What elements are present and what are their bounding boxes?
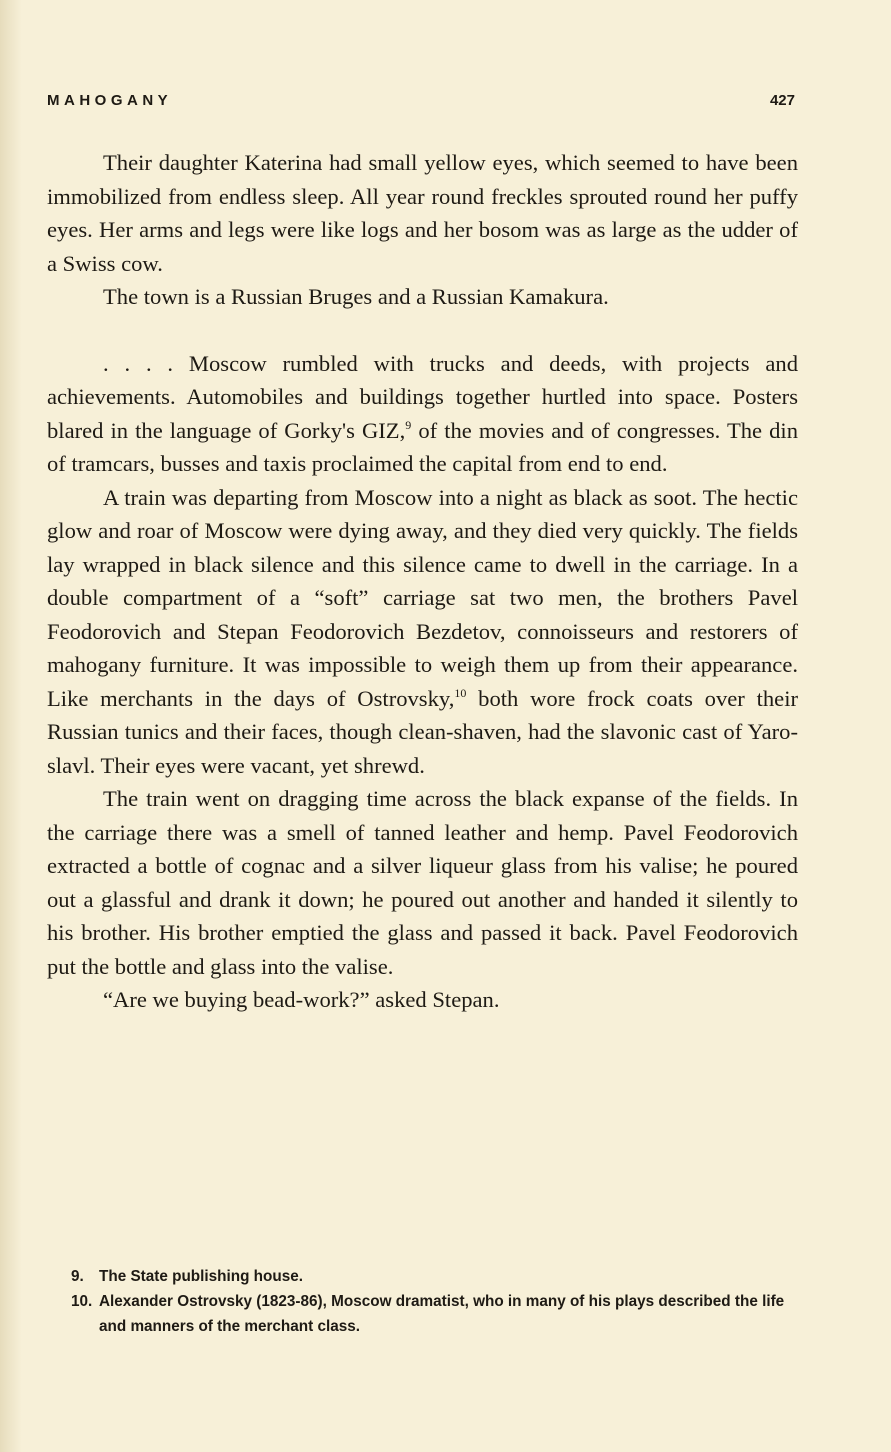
paragraph: The train went on dragging time across the black expanse of the fields. In the carriage there was a smell of tanned leather and hemp. Pavel Feodorovich extracted a bottle of cognac and a silver liqueur glass from his valise; he poured out a glassful and drank it down; he poured out another and handed it silently to his brother. His brother emptied the glass and passed it back. Pavel Feodorovich put the bottle and glass into the valise.	[47, 786, 798, 979]
paragraph-text: both wore frock coats over their Russian tunics and their faces, though clean-shaven, had the slavonic cast of Yaroslavl. Their eyes were vacant, yet shrewd.	[47, 685, 798, 778]
paragraph: “Are we buying bead-work?” asked Stepan.	[103, 987, 500, 1012]
paragraph: Their daughter Katerina had small yellow eyes, which seemed to have been immobilized from endless sleep. All year round freckles sprouted round her puffy eyes. Her arms and legs were like logs and her bosom was as large as the udder of a Swiss cow.	[47, 150, 798, 276]
footnote-ref[interactable]: 10	[454, 685, 467, 700]
footnotes	[47, 1264, 807, 1339]
paragraph	[47, 481, 798, 783]
footnote	[47, 1289, 807, 1339]
running-head: MAHOGANY	[47, 92, 173, 109]
footnote	[47, 1264, 807, 1289]
paragraph-text: A train was departing from Moscow into a night as black as soot. The hectic glow and roar of Moscow were dying away, and they died very quickly. The fields lay wrapped in black silence and this silence came to dwell in the carriage. In a double compartment of a “soft” carriage sat two men, the brothers Pavel Feodorovich and Stepan Feodorovich Bezdetov, connoisseurs and restorers of mahogany furniture. It was impossible to weigh them up from their appearance. Like merchants in the days of Ostrovsky,	[47, 484, 798, 711]
paragraph: The town is a Russian Bruges and a Russian Kamakura.	[103, 284, 609, 309]
paragraph	[47, 347, 798, 481]
footnote-number: 9.	[71, 1268, 84, 1285]
footnote-text: Alexander Ostrovsky (1823-86), Moscow dramatist, who in many of his plays described the life and manners of the merchant class.	[99, 1293, 785, 1335]
footnote-text: The State publishing house.	[99, 1268, 303, 1285]
footnote-number: 10.	[71, 1293, 93, 1310]
body-text	[47, 146, 798, 1017]
page-gutter-shade	[0, 0, 22, 1452]
page-number: 427	[769, 92, 795, 109]
paragraph-text: . . . . Moscow rumbled with trucks and deeds, with projects and achievements. Automobiles and buildings together hurtled into space. Posters blared in the language of Gorky's GIZ,	[47, 350, 798, 443]
footnote-ref[interactable]: 9	[405, 417, 412, 432]
paragraph-text: of the movies and of congresses. The din of tramcars, busses and taxis proclaimed the capital from end to end.	[47, 417, 799, 476]
page-header	[47, 92, 795, 116]
